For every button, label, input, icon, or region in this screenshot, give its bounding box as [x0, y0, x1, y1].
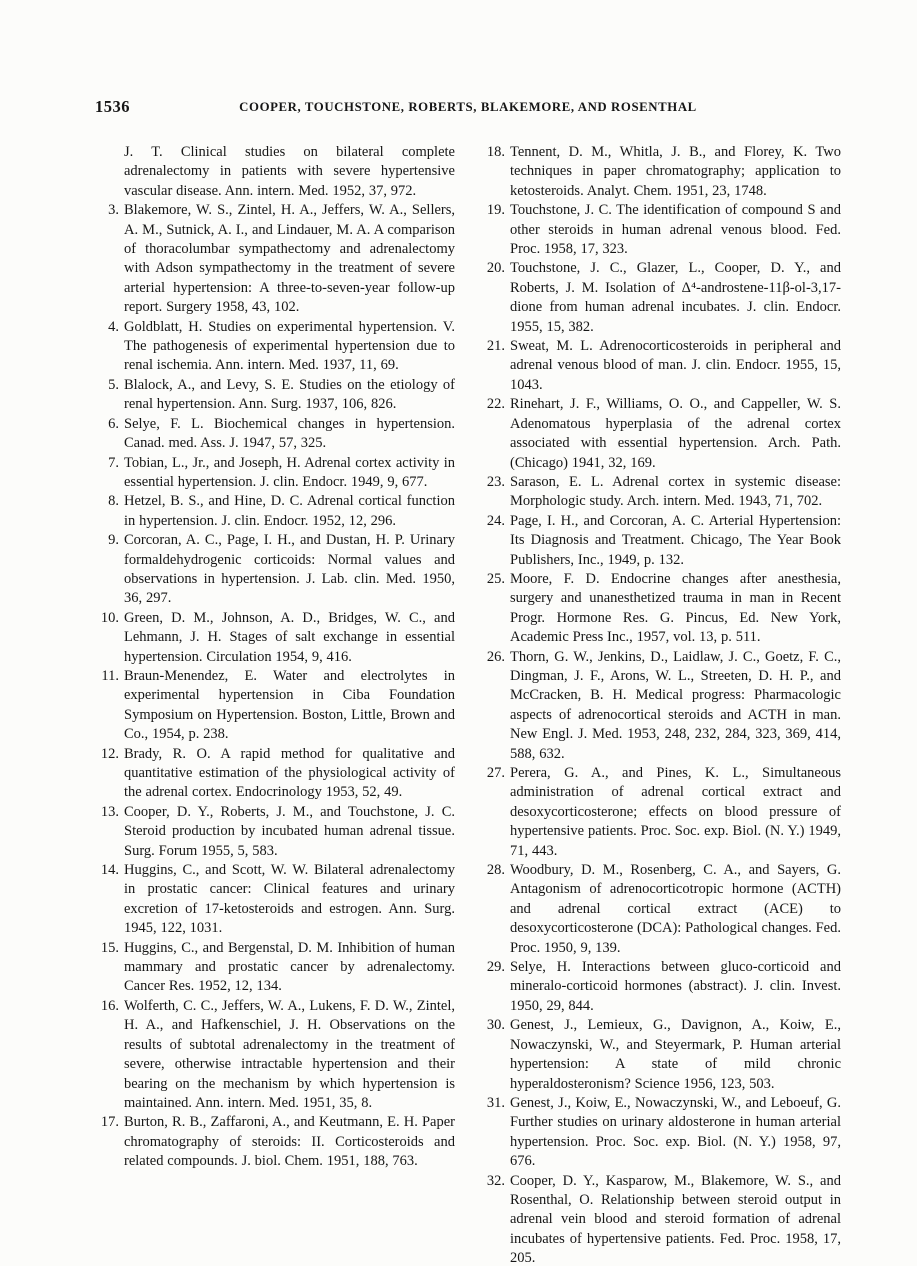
- reference-item: [95, 492, 455, 531]
- reference-number: 3.: [108, 202, 119, 219]
- reference-item: [95, 939, 455, 997]
- reference-text: Corcoran, A. C., Page, I. H., and Dustan, H. P. Urinary formaldehydrogenic corticoids: Normal values and observations in hypertension. J. Lab. clin. Med. 1950, 36, 297.: [124, 532, 455, 607]
- reference-number: 29.: [486, 959, 505, 976]
- reference-item: [95, 861, 455, 939]
- reference-text: Selye, F. L. Biochemical changes in hypertension. Canad. med. Ass. J. 1947, 57, 325.: [124, 415, 455, 452]
- reference-number: 13.: [100, 803, 119, 820]
- reference-number: 31.: [486, 1094, 505, 1111]
- page-header: [95, 97, 841, 119]
- reference-text: Genest, J., Lemieux, G., Davignon, A., Koiw, E., Nowaczynski, W., and Steyermark, P. Human arterial hypertension: A state of mild chronic hyperaldosteronism? Science 1956, 123, 503.: [510, 1017, 841, 1092]
- reference-number: 18.: [486, 144, 505, 160]
- references-left-column: [95, 143, 455, 1266]
- reference-item: [95, 997, 455, 1113]
- reference-item: [481, 764, 841, 861]
- reference-text: Blakemore, W. S., Zintel, H. A., Jeffers, W. A., Sellers, A. M., Sutnick, A. I., and Lindauer, M. A. A comparison of thoracolumbar sympathectomy and adrenalectomy with Adson sympathectomy in the treatment of severe arterial hypertension: A three-to-seven-year follow-up report. Surgery 1958, 43, 102.: [124, 202, 455, 316]
- reference-text: Sweat, M. L. Adrenocorticosteroids in peripheral and adrenal venous blood of man. J. clin. Endocr. 1955, 15, 1043.: [510, 338, 841, 393]
- reference-item: [95, 803, 455, 861]
- reference-number: 19.: [486, 202, 505, 219]
- reference-text: Rinehart, J. F., Williams, O. O., and Cappeller, W. S. Adenomatous hyperplasia of the adrenal cortex associated with essential hypertension. Arch. Path. (Chicago) 1941, 32, 169.: [510, 396, 841, 471]
- reference-number: 5.: [108, 376, 119, 393]
- reference-item: [95, 667, 455, 745]
- reference-number: 15.: [100, 939, 119, 956]
- reference-item: [481, 395, 841, 473]
- reference-columns: [95, 143, 841, 1266]
- reference-text: Touchstone, J. C. The identification of compound S and other steroids in human adrenal venous blood. Fed. Proc. 1958, 17, 323.: [510, 202, 841, 258]
- reference-number: 25.: [486, 570, 505, 587]
- reference-text: J. T. Clinical studies on bilateral complete adrenalectomy in patients with severe hypertensive vascular disease. Ann. intern. Med. 1952, 37, 972.: [124, 144, 455, 199]
- reference-number: 30.: [486, 1017, 505, 1034]
- reference-item: [481, 958, 841, 1016]
- reference-number: 20.: [486, 260, 505, 277]
- reference-number: 16.: [100, 997, 119, 1014]
- reference-text: Genest, J., Koiw, E., Nowaczynski, W., and Leboeuf, G. Further studies on urinary aldosterone in human arterial hypertension. Proc. Soc. exp. Biol. (N. Y.) 1958, 97, 676.: [510, 1094, 841, 1170]
- reference-text: Touchstone, J. C., Glazer, L., Cooper, D. Y., and Roberts, J. M. Isolation of Δ⁴-androstene-11β-ol-3,17-dione from human adrenal incubates. J. clin. Endocr. 1955, 15, 382.: [510, 260, 841, 335]
- reference-text: Page, I. H., and Corcoran, A. C. Arterial Hypertension: Its Diagnosis and Treatment. Chicago, The Year Book Publishers, Inc., 1949, p. 132.: [510, 512, 841, 568]
- reference-text: Blalock, A., and Levy, S. E. Studies on the etiology of renal hypertension. Ann. Surg. 1937, 106, 826.: [124, 376, 455, 413]
- reference-text: Burton, R. B., Zaffaroni, A., and Keutmann, E. H. Paper chromatography of steroids: II. Corticosteroids and related compounds. J. biol. Chem. 1951, 188, 763.: [124, 1114, 455, 1170]
- reference-number: 28.: [486, 862, 505, 879]
- reference-text: Hetzel, B. S., and Hine, D. C. Adrenal cortical function in hypertension. J. clin. Endocr. 1952, 12, 296.: [124, 493, 455, 529]
- reference-number: 4.: [108, 318, 119, 335]
- references-right-column: [481, 143, 841, 1266]
- reference-text: Tobian, L., Jr., and Joseph, H. Adrenal cortex activity in essential hypertension. J. clin. Endocr. 1949, 9, 677.: [124, 454, 455, 490]
- running-head: COOPER, TOUCHSTONE, ROBERTS, BLAKEMORE, AND ROSENTHAL: [239, 100, 697, 114]
- reference-text: Cooper, D. Y., Roberts, J. M., and Touchstone, J. C. Steroid production by incubated human adrenal tissue. Surg. Forum 1955, 5, 583.: [124, 803, 455, 859]
- reference-item: [481, 473, 841, 512]
- reference-item: [95, 143, 455, 201]
- reference-number: 10.: [100, 609, 119, 626]
- reference-item: [95, 454, 455, 493]
- reference-number: 23.: [486, 473, 505, 490]
- reference-text: Perera, G. A., and Pines, K. L., Simultaneous administration of adrenal cortical extract and desoxycorticosterone; effects on blood pressure of hypertensive patients. Proc. Soc. exp. Biol. (N. Y.) 1949, 71, 443.: [510, 765, 841, 859]
- reference-text: Goldblatt, H. Studies on experimental hypertension. V. The pathogenesis of experimental hypertension due to renal ischemia. Ann. intern. Med. 1937, 11, 69.: [124, 318, 455, 374]
- reference-item: [481, 259, 841, 337]
- page-number: 1536: [95, 97, 130, 116]
- reference-item: [95, 201, 455, 317]
- reference-item: [95, 318, 455, 376]
- reference-text: Green, D. M., Johnson, A. D., Bridges, W. C., and Lehmann, J. H. Stages of salt exchange in essential hypertension. Circulation 1954, 9, 416.: [124, 609, 455, 665]
- reference-item: [95, 531, 455, 609]
- reference-item: [481, 1172, 841, 1266]
- reference-number: 24.: [486, 512, 505, 529]
- reference-item: [481, 861, 841, 958]
- reference-item: [481, 648, 841, 764]
- reference-number: 26.: [486, 648, 505, 665]
- reference-number: [95, 143, 119, 201]
- reference-text: Moore, F. D. Endocrine changes after anesthesia, surgery and unanesthetized trauma in man in Recent Progr. Hormone Res. G. Pincus, Ed. New York, Academic Press Inc., 1957, vol. 13, p. 511.: [510, 570, 841, 646]
- reference-number: 22.: [486, 396, 505, 413]
- reference-text: Braun-Menendez, E. Water and electrolytes in experimental hypertension in Ciba Foundation Symposium on Hypertension. Boston, Little, Brown and Co., 1954, p. 238.: [124, 667, 455, 743]
- reference-number: 21.: [486, 338, 505, 355]
- reference-item: [95, 376, 455, 415]
- reference-number: 6.: [108, 415, 119, 432]
- reference-number: 17.: [100, 1114, 119, 1131]
- reference-item: [481, 1016, 841, 1094]
- reference-number: 8.: [108, 493, 119, 510]
- reference-text: Brady, R. O. A rapid method for qualitative and quantitative estimation of the physiological activity of the adrenal cortex. Endocrinology 1953, 52, 49.: [124, 745, 455, 801]
- reference-item: [481, 201, 841, 259]
- reference-number: 7.: [108, 454, 119, 471]
- reference-item: [481, 570, 841, 648]
- reference-number: 27.: [486, 765, 505, 781]
- reference-number: 9.: [108, 532, 119, 549]
- reference-text: Thorn, G. W., Jenkins, D., Laidlaw, J. C., Goetz, F. C., Dingman, J. F., Arons, W. L., Streeten, D. H. P., and McCracken, B. H. Medical progress: Pharmacologic aspects of adrenocortical steroids and ACTH in man. New Engl. J. Med. 1953, 248, 232, 284, 323, 369, 414, 588, 632.: [510, 648, 841, 762]
- reference-text: Wolferth, C. C., Jeffers, W. A., Lukens, F. D. W., Zintel, H. A., and Hafkenschiel, J. H. Observations on the results of subtotal adrenalectomy in the treatment of severe, otherwise intractable hypertension and their bearing on the mechanism by which hypertension is maintained. Ann. intern. Med. 1951, 35, 8.: [124, 997, 455, 1111]
- reference-number: 11.: [101, 667, 119, 684]
- reference-text: Cooper, D. Y., Kasparow, M., Blakemore, W. S., and Rosenthal, O. Relationship between steroid output in adrenal vein blood and steroid formation of adrenal incubates of hypertensive patients. Fed. Proc. 1958, 17, 205.: [510, 1172, 841, 1266]
- reference-item: [95, 609, 455, 667]
- reference-text: Tennent, D. M., Whitla, J. B., and Florey, K. Two techniques in paper chromatography; application to ketosteroids. Analyt. Chem. 1951, 23, 1748.: [510, 144, 841, 199]
- reference-number: 32.: [486, 1172, 505, 1189]
- reference-text: Woodbury, D. M., Rosenberg, C. A., and Sayers, G. Antagonism of adrenocorticotropic hormone (ACTH) and adrenal cortical extract (ACE) to desoxycorticosterone (DCA): Pathological changes. Fed. Proc. 1950, 9, 139.: [510, 862, 841, 956]
- reference-number: 14.: [100, 862, 119, 879]
- reference-text: Huggins, C., and Scott, W. W. Bilateral adrenalectomy in prostatic cancer: Clinical features and urinary excretion of 17-ketosteroids and estrogen. Ann. Surg. 1945, 122, 1031.: [124, 862, 455, 937]
- reference-number: 12.: [100, 745, 119, 762]
- reference-item: [481, 337, 841, 395]
- reference-text: Selye, H. Interactions between gluco-corticoid and mineralo-corticoid hormones (abstract). J. clin. Invest. 1950, 29, 844.: [510, 959, 841, 1014]
- reference-item: [95, 415, 455, 454]
- reference-text: Sarason, E. L. Adrenal cortex in systemic disease: Morphologic study. Arch. intern. Med. 1943, 71, 702.: [510, 473, 841, 510]
- reference-text: Huggins, C., and Bergenstal, D. M. Inhibition of human mammary and prostatic cancer by adrenalectomy. Cancer Res. 1952, 12, 134.: [124, 939, 455, 995]
- reference-item: [481, 1094, 841, 1172]
- reference-item: [95, 745, 455, 803]
- reference-item: [481, 143, 841, 201]
- reference-item: [95, 1113, 455, 1171]
- reference-item: [481, 512, 841, 570]
